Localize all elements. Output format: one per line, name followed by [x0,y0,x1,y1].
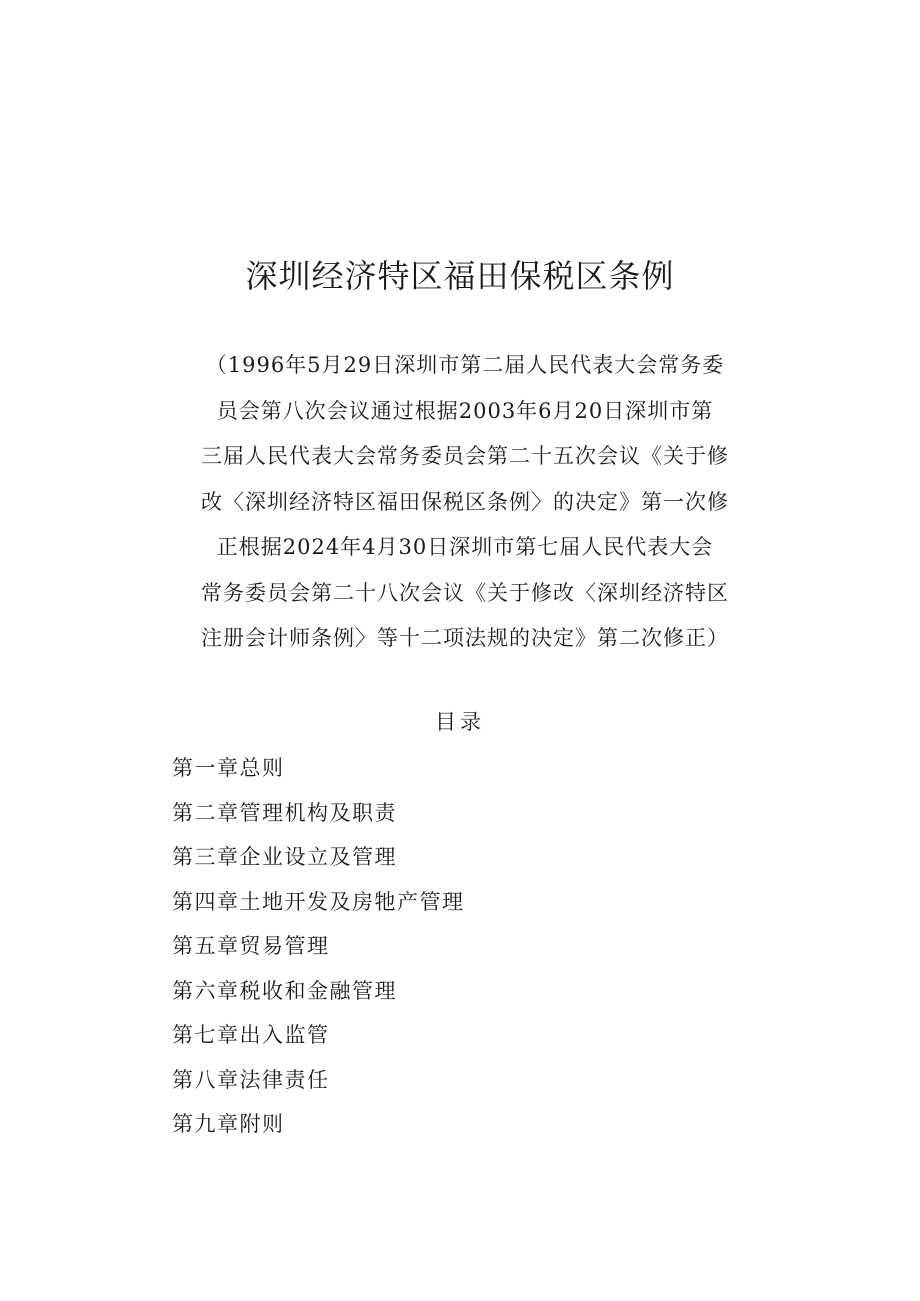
table-of-contents-heading: 目录 [435,710,485,734]
enactment-note-line: 注册会计师条例〉等十二项法规的决定》第二次修正） [201,626,729,650]
enactment-note-line: 员会第八次会议通过根据2003年6月20日深圳市第 [216,398,714,423]
document-title: 深圳经济特区福田保税区条例 [245,257,675,295]
toc-item-chapter-2: 第二章管理机构及职责 [172,800,397,825]
enactment-note-line: 改〈深圳经济特区福田保税区条例〉的决定》第一次修 [201,489,729,514]
enactment-note-line: 正根据2024年4月30日深圳市第七届人民代表大会 [216,535,714,559]
toc-item-chapter-6: 第六章税收和金融管理 [172,978,397,1003]
enactment-note-line: （1996年5月29日深圳市第二届人民代表大会常务委 [205,353,725,377]
toc-item-chapter-4: 第四章土地开发及房牠产管理 [172,889,465,914]
toc-item-chapter-7: 第七章出入监管 [172,1023,330,1047]
toc-item-chapter-1: 第一章总则 [172,756,285,780]
enactment-note-line: 常务委员会第二十八次会议《关于修改〈深圳经济特区 [201,580,729,605]
toc-item-chapter-5: 第五章贸易管理 [172,934,330,958]
enactment-note-line: 三届人民代表大会常务委员会第二十五次会议《关于修 [201,444,729,468]
toc-item-chapter-9: 第九章附则 [172,1112,285,1136]
toc-item-chapter-8: 第八章法律责任 [172,1067,330,1092]
table-of-contents [172,746,465,1147]
enactment-note [170,343,760,662]
toc-item-chapter-3: 第三章企业设立及管理 [172,845,397,869]
